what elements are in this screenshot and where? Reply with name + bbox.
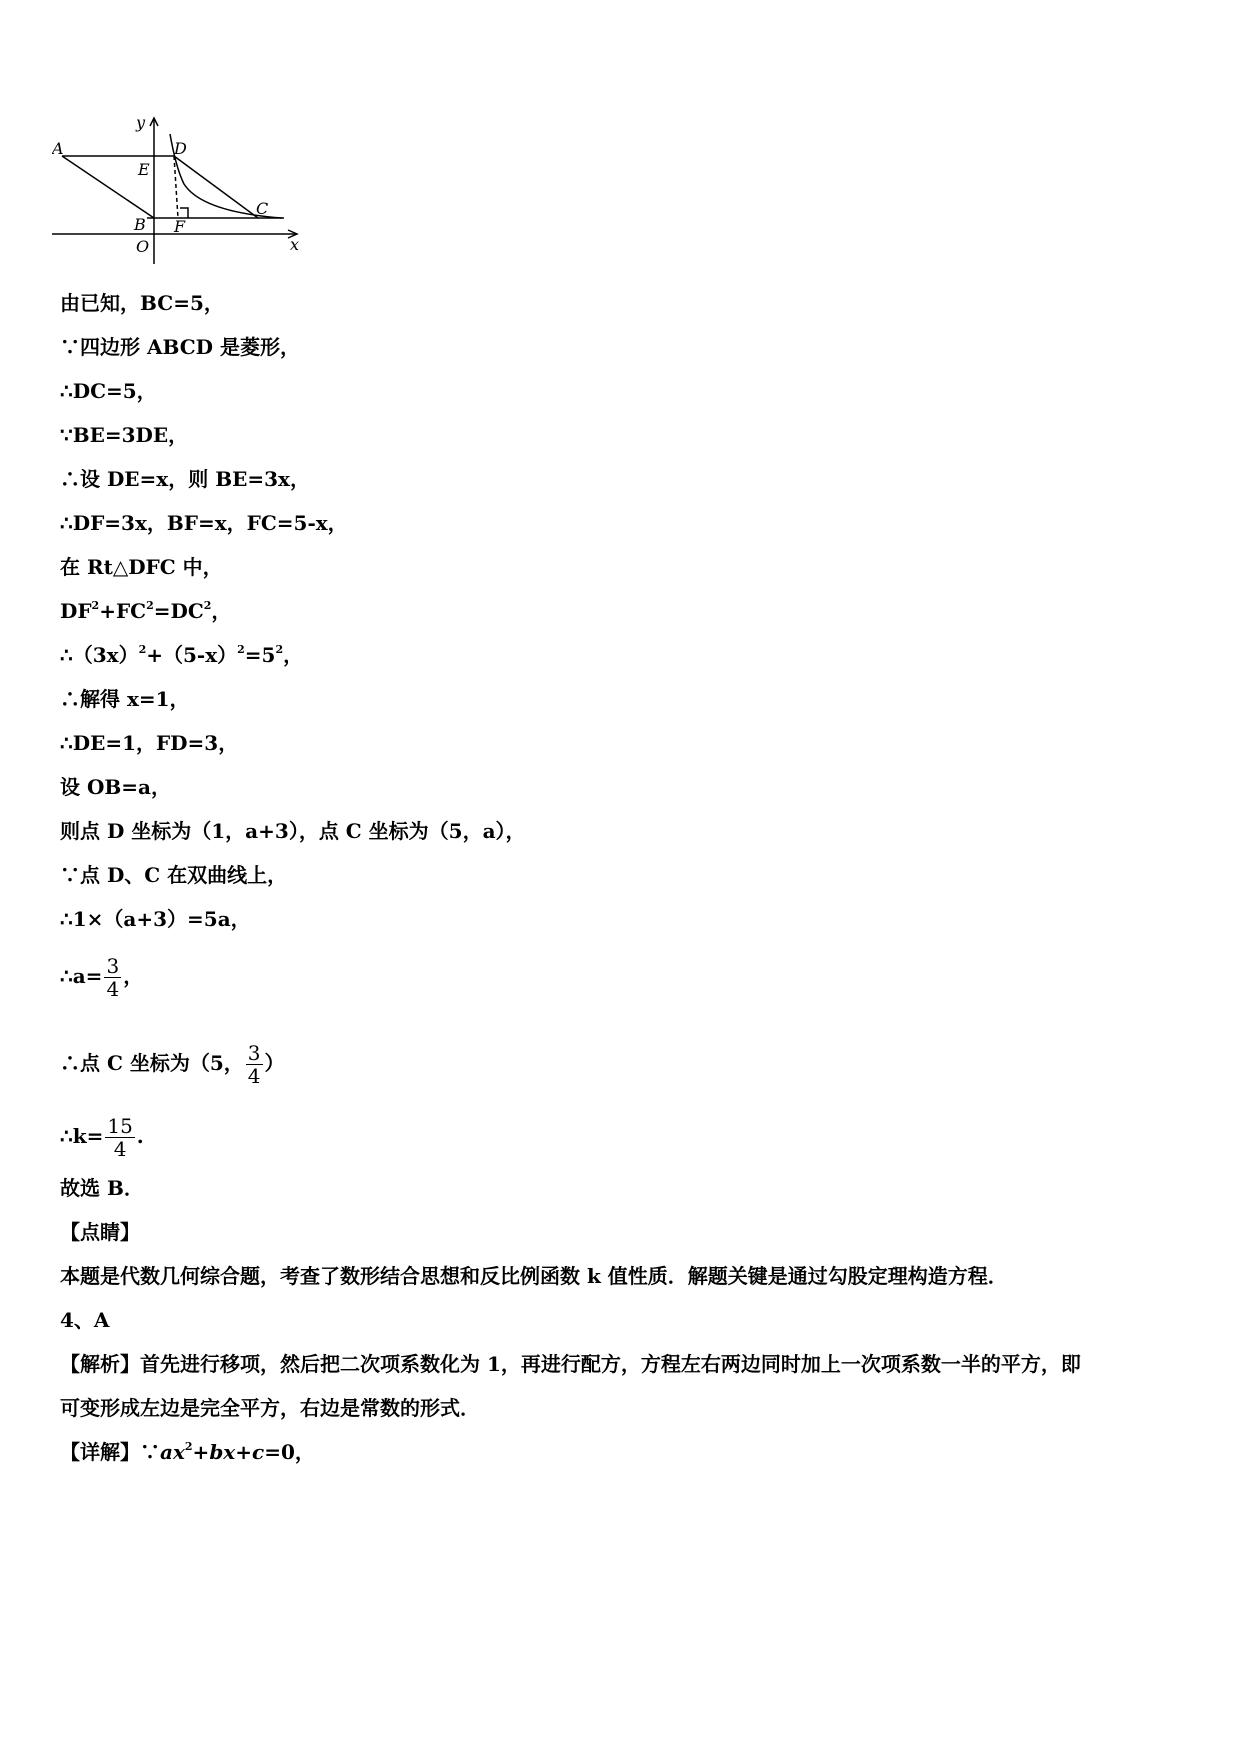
step-line-12: 设 OB=a， bbox=[60, 775, 172, 799]
fraction: $\frac{15}{4}$ bbox=[107, 1114, 133, 1161]
label-c: C bbox=[256, 199, 269, 218]
step-line-4: ∵BE=3DE， bbox=[60, 423, 189, 447]
step-line-a-value: ∴a= $\frac{3}{4}$ ， bbox=[60, 954, 144, 1001]
fraction: $\frac{3}{4}$ bbox=[106, 954, 120, 1001]
step-line-equation: $\therefore(3x)^2+(5-x)^2=5^2$， bbox=[60, 643, 304, 667]
step-line-15: ∴1×（a+3）=5a， bbox=[60, 907, 251, 931]
step-line-10: ∴解得 x=1， bbox=[60, 687, 190, 711]
analysis-line-2: 可变形成左边是完全平方，右边是常数的形式． bbox=[60, 1396, 480, 1420]
comment-text: 本题是代数几何综合题，考查了数形结合思想和反比例函数 k 值性质．解题关键是通过勾股定理构造方程． bbox=[60, 1264, 1008, 1288]
fraction: $\frac{3}{4}$ bbox=[247, 1041, 261, 1088]
label-y: y bbox=[136, 113, 146, 132]
geometry-figure bbox=[52, 112, 312, 272]
step-line-3: ∴DC=5， bbox=[60, 379, 157, 403]
step-line-pythagoras: $DF^2+FC^2=DC^2$， bbox=[60, 599, 232, 623]
label-x: x bbox=[290, 235, 300, 254]
step-line-5: ∴设 DE=x，则 BE=3x， bbox=[60, 467, 310, 491]
comment-heading: 【点睛】 bbox=[60, 1220, 140, 1244]
label-b: B bbox=[134, 215, 146, 234]
detail-line: 【详解】$\because ax^2+bx+c=0$， bbox=[60, 1440, 315, 1464]
label-a: A bbox=[52, 139, 64, 158]
step-line-2: ∵四边形 ABCD 是菱形， bbox=[60, 335, 300, 359]
label-o: O bbox=[136, 237, 150, 256]
step-line-k-value: ∴k= $\frac{15}{4}$ . bbox=[60, 1114, 144, 1161]
step-line-1: 由已知，BC=5， bbox=[60, 291, 224, 315]
step-line-c-coord: ∴点 C 坐标为（5， $\frac{3}{4}$ ） bbox=[60, 1041, 285, 1088]
label-e: E bbox=[138, 160, 150, 179]
label-d: D bbox=[174, 139, 187, 158]
step-line-14: ∵点 D、C 在双曲线上， bbox=[60, 863, 288, 887]
analysis-line-1: 【解析】首先进行移项，然后把二次项系数化为 1，再进行配方，方程左右两边同时加上一次项系数一半的平方，即 bbox=[60, 1352, 1081, 1376]
step-line-11: ∴DE=1，FD=3， bbox=[60, 731, 239, 755]
label-f: F bbox=[174, 217, 186, 236]
step-line-6: ∴DF=3x，BF=x，FC=5-x， bbox=[60, 511, 348, 535]
step-line-13: 则点 D 坐标为（1，a+3），点 C 坐标为（5，a）， bbox=[60, 819, 526, 843]
step-line-7: 在 Rt△DFC 中， bbox=[60, 555, 223, 579]
question-4-answer: 4、A bbox=[60, 1308, 110, 1332]
answer-choice: 故选 B． bbox=[60, 1176, 144, 1200]
